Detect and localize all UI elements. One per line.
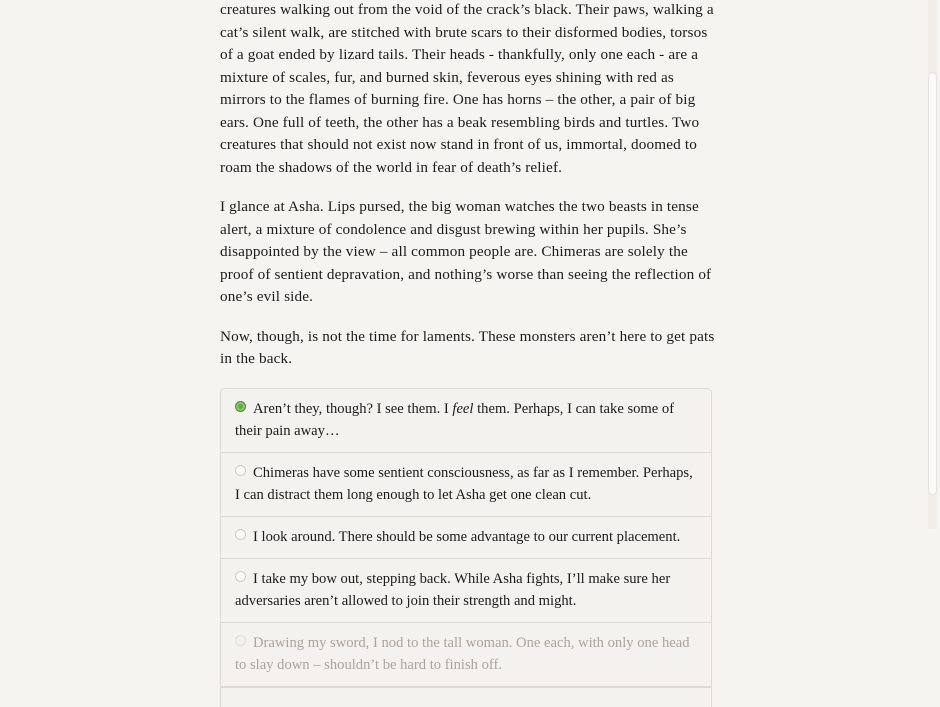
choice-option-label: I look around. There should be some advantage to our current placement. (253, 528, 681, 545)
story-text-column (220, 0, 720, 707)
choice-emphasis: feel (452, 400, 474, 417)
scrollbar-thumb[interactable] (928, 72, 937, 495)
choice-list (220, 388, 712, 707)
story-paragraph: Now, though, is not the time for laments. These monsters aren’t here to get pats in the back. (220, 327, 715, 367)
choice-option-3[interactable] (220, 516, 712, 558)
radio-selected-icon[interactable] (235, 401, 246, 412)
story-paragraph: I glance at Asha. Lips pursed, the big woman watches the two beasts in tense alert, a mixture of condolence and disgust brewing within her pupils. She’s disappointed by the view – all common people are. Chimeras are solely the proof of sentient depravation, and nothing’s worse than seeing the reflection of one’s evil side. (220, 198, 712, 305)
story-paragraph: creatures walking out from the void of the crack’s black. Their paws, walking a cat’s silent walk, are stitched with brute scars to their disformed bodies, torsos of a goat ended by lizard tails. Their heads - thankfully, only one each - are a mixture of scales, fur, and burned skin, feverous eyes shining with red as mirrors to the flames of burning fire. One has horns – the other, a pair of big ears. One full of teeth, the other has a beak resembling birds and turtles. Two creatures that should not exist now stand in front of us, immortal, doomed to roam the shadows of the world in fear of death’s relief. (220, 1, 714, 176)
choice-text-part: them. Perhaps, I can take some of their pain away… (235, 400, 675, 439)
radio-empty-icon[interactable] (235, 571, 246, 582)
choice-option-4[interactable] (220, 558, 712, 622)
radio-empty-icon[interactable] (235, 465, 246, 476)
choice-option-label: Chimeras have some sentient consciousness, as far as I remember. Perhaps, I can distract them long enough to let Asha get one clean cut. (235, 464, 693, 503)
choice-option-5 (220, 622, 712, 687)
choice-option-2[interactable] (220, 452, 712, 516)
choice-option-label (235, 401, 674, 439)
choice-option-label: Drawing my sword, I nod to the tall woman. One each, with only one head to slay down – shouldn’t be hard to finish off. (235, 634, 690, 673)
choice-option-label: I take my bow out, stepping back. While Asha fights, I’ll make sure her adversaries aren’t allowed to join their strength and might. (235, 570, 671, 609)
radio-disabled-icon (235, 635, 246, 646)
choice-option-6[interactable] (220, 687, 712, 707)
choice-text-part: Aren’t they, though? I see them. I (253, 400, 453, 417)
choice-option-1[interactable] (220, 388, 712, 452)
radio-empty-icon[interactable] (235, 529, 246, 540)
